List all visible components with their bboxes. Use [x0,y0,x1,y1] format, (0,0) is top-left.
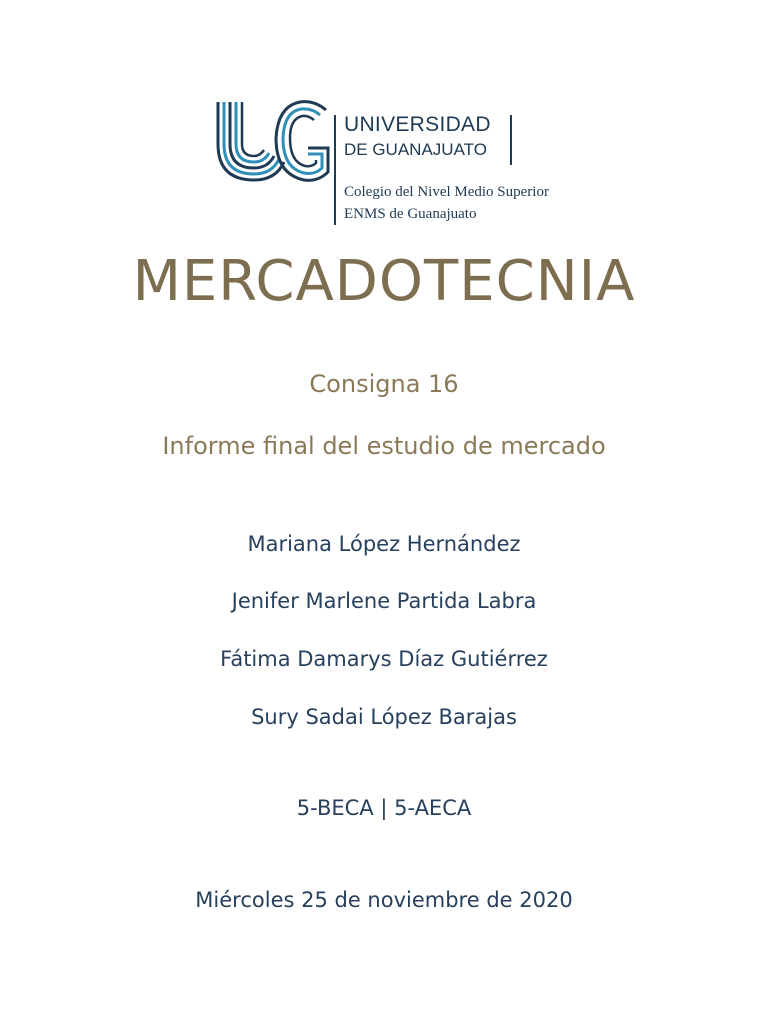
logo-university-line2: DE GUANAJUATO [344,140,487,159]
logo-school-line2: ENMS de Guanajuato [344,206,477,222]
ug-emblem-icon [214,98,332,184]
university-logo [214,98,564,228]
group-codes: 5-BECA | 5-AECA [296,796,472,820]
author-name: Sury Sadai López Barajas [251,705,517,729]
logo-divider-vertical [334,115,336,225]
document-date: Miércoles 25 de noviembre de 2020 [195,888,573,912]
document-title: MERCADOTECNIA [132,249,636,314]
author-name: Jenifer Marlene Partida Labra [231,589,537,613]
logo-divider-right [510,115,512,165]
author-name: Mariana López Hernández [247,532,521,556]
logo-university-line1: UNIVERSIDAD [344,113,491,136]
logo-school-line1: Colegio del Nivel Medio Superior [344,184,549,200]
document-subtitle: Informe final del estudio de mercado [162,432,606,460]
assignment-number: Consigna 16 [309,370,459,398]
author-name: Fátima Damarys Díaz Gutiérrez [220,647,548,671]
